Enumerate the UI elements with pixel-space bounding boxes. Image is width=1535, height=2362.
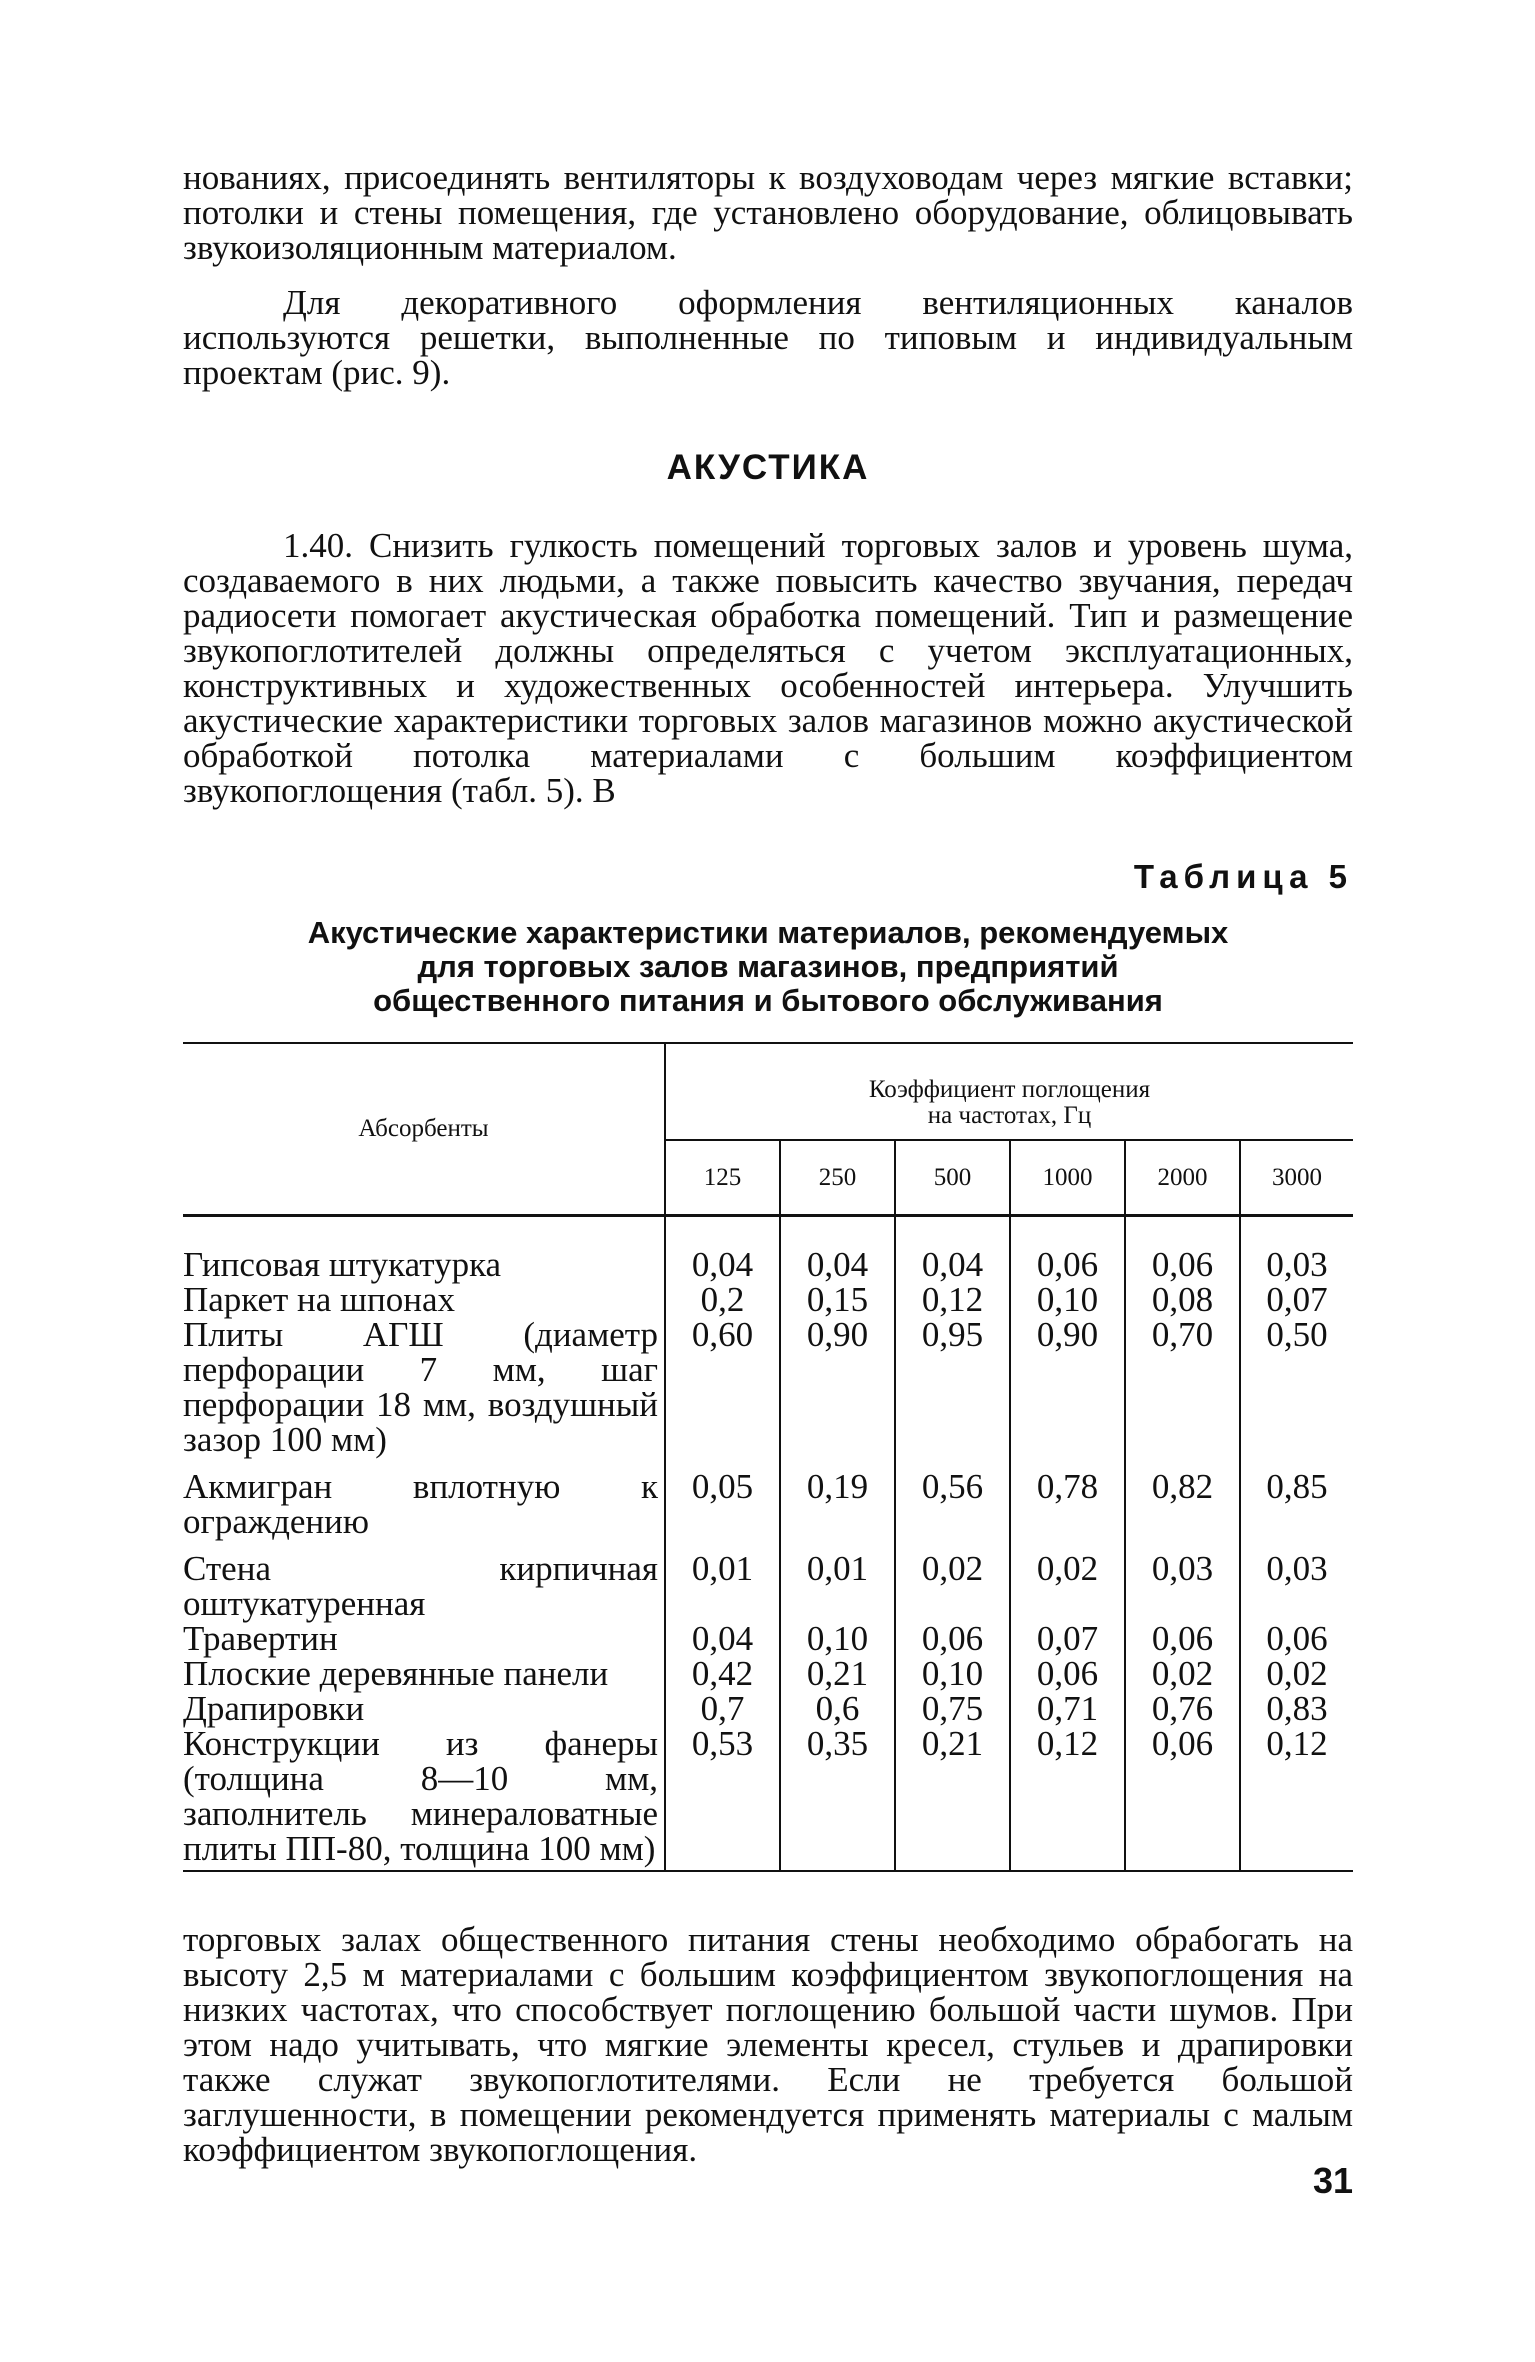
coefficient-value: 0,06 [895, 1621, 1010, 1656]
coefficient-value: 0,21 [895, 1726, 1010, 1871]
coefficient-value: 0,07 [1010, 1621, 1125, 1656]
table-caption-line: Акустические характеристики материалов, рекомендуемых [307, 915, 1229, 950]
coefficient-value: 0,7 [700, 1689, 745, 1728]
frequency-header: 1000 [1010, 1140, 1125, 1215]
coefficient-value: 0,75 [895, 1691, 1010, 1726]
frequency-header: 3000 [1240, 1140, 1353, 1215]
absorbent-name: Гипсовая штукатурка [183, 1247, 665, 1282]
intro-paragraph-1: нованиях, присоединять вентиляторы к воздуховодам через мягкие вставки; потолки и стены помещения, где установлено оборудование, облицовывать звукоизоляционным материалом. [183, 158, 1353, 267]
absorbents-header: Абсорбенты [183, 1043, 665, 1216]
table-caption-line: для торговых залов магазинов, предприятий [417, 949, 1119, 984]
coefficient-value: 0,12 [895, 1282, 1010, 1317]
coefficient-value: 0,04 [895, 1247, 1010, 1282]
coefficient-value: 0,06 [1010, 1656, 1125, 1691]
coefficient-value: 0,35 [780, 1726, 895, 1871]
coefficient-value: 0,03 [1240, 1539, 1353, 1621]
coefficient-value: 0,10 [780, 1621, 895, 1656]
coefficient-value: 0,02 [1010, 1539, 1125, 1621]
table-row [183, 1726, 1353, 1871]
coefficient-value: 0,71 [1010, 1691, 1125, 1726]
coefficient-value: 0,15 [780, 1282, 895, 1317]
section-heading: АКУСТИКА [666, 448, 870, 487]
coefficient-value: 0,02 [1125, 1656, 1240, 1691]
absorbent-name: Плоские деревянные панели [183, 1656, 665, 1691]
table-spacer-row [183, 1216, 1353, 1248]
table-row [183, 1656, 1353, 1691]
coefficient-value: 0,07 [1240, 1282, 1353, 1317]
coefficient-value: 0,06 [1010, 1247, 1125, 1282]
frequency-header: 500 [895, 1140, 1010, 1215]
frequency-header: 2000 [1125, 1140, 1240, 1215]
section-paragraph: 1.40. Снизить гулкость помещений торговых залов и уровень шума, создаваемого в них людьми, а также повысить качество звучания, передач радиосети помогает акустическая обработка помещений. Тип и размещение звукопоглотителей должны определяться с учетом эксплуатационных, конструктивных и художественных особенностей интерьера. Улучшить акустические характеристики торговых залов магазинов можно акустической обработкой потолка материалами с большим коэффициентом звукопоглощения (табл. 5). В [183, 526, 1353, 810]
coefficient-header-line: на частотах, Гц [927, 1102, 1092, 1130]
table-caption-line: общественного питания и бытового обслуживания [373, 983, 1163, 1018]
coefficient-value: 0,06 [1240, 1621, 1353, 1656]
coefficient-value: 0,10 [1010, 1282, 1125, 1317]
coefficient-value: 0,06 [1125, 1621, 1240, 1656]
absorbent-name: Травертин [183, 1621, 665, 1656]
absorbent-name: Акмигран вплотную к ограждению [183, 1457, 665, 1539]
absorbent-name: Конструкции из фанеры (толщина 8—10 мм, заполнитель минераловатные плиты ПП-80, толщина 100 мм) [183, 1726, 665, 1871]
coefficient-value: 0,12 [1010, 1726, 1125, 1871]
absorbent-name: Драпировки [183, 1691, 665, 1726]
coefficient-value: 0,90 [1010, 1317, 1125, 1457]
absorbent-name: Стена кирпичная оштукатуренная [183, 1539, 665, 1621]
coefficient-value: 0,70 [1125, 1317, 1240, 1457]
coefficient-value: 0,76 [1125, 1691, 1240, 1726]
frequency-header: 125 [665, 1140, 780, 1215]
coefficient-value: 0,95 [895, 1317, 1010, 1457]
coefficient-value: 0,90 [780, 1317, 895, 1457]
coefficient-value: 0,60 [691, 1315, 754, 1354]
coefficient-value: 0,78 [1010, 1457, 1125, 1539]
coefficient-value: 0,06 [1125, 1247, 1240, 1282]
coefficient-value: 0,56 [895, 1457, 1010, 1539]
absorbent-name: Паркет на шпонах [183, 1282, 665, 1317]
closing-paragraph: торговых залах общественного питания стены необходимо обрабогать на высоту 2,5 м материалами с большим коэффициентом звукопоглощения на низких частотах, что способствует поглощению большой части шумов. При этом надо учитывать, что мягкие элементы кресел, стульев и драпировки также служат звукопоглотителями. Если не требуется большой заглушенности, в помещении рекомендуется применять материалы с малым коэффициентом звукопоглощения. [183, 1920, 1353, 2169]
coefficient-value: 0,10 [895, 1656, 1010, 1691]
coefficient-value: 0,19 [780, 1457, 895, 1539]
acoustic-table [183, 1042, 1353, 1872]
absorbent-name: Плиты АГШ (диаметр перфорации 7 мм, шаг перфорации 18 мм, воздушный зазор 100 мм) [183, 1317, 665, 1457]
frequency-header: 250 [780, 1140, 895, 1215]
coefficient-value: 0,04 [780, 1247, 895, 1282]
coefficient-value: 0,01 [691, 1549, 754, 1588]
coefficient-value: 0,21 [780, 1656, 895, 1691]
coefficient-value: 0,85 [1240, 1457, 1353, 1539]
coefficient-header [665, 1043, 1353, 1140]
table-row [183, 1621, 1353, 1656]
coefficient-value: 0,82 [1125, 1457, 1240, 1539]
coefficient-value: 0,6 [780, 1691, 895, 1726]
coefficient-value: 0,12 [1240, 1726, 1353, 1871]
coefficient-value: 0,06 [1125, 1726, 1240, 1871]
table-row [183, 1317, 1353, 1457]
table-row [183, 1282, 1353, 1317]
page-number: 31 [1312, 2160, 1353, 2201]
intro-paragraph-2: Для декоративного оформления вентиляционных каналов используются решетки, выполненные по типовым и индивидуальным проектам (рис. 9). [183, 283, 1353, 392]
coefficient-value: 0,2 [700, 1280, 745, 1319]
table-caption [183, 916, 1353, 1018]
coefficient-value: 0,04 [691, 1619, 754, 1658]
coefficient-value: 0,03 [1240, 1247, 1353, 1282]
table-row [183, 1457, 1353, 1539]
coefficient-value: 0,08 [1125, 1282, 1240, 1317]
table-row [183, 1691, 1353, 1726]
coefficient-header-line: Коэффициент поглощения [868, 1076, 1151, 1104]
coefficient-value: 0,03 [1125, 1539, 1240, 1621]
coefficient-value: 0,50 [1240, 1317, 1353, 1457]
coefficient-value: 0,05 [691, 1467, 754, 1506]
coefficient-value: 0,42 [691, 1654, 754, 1693]
table-number: Таблица 5 [1133, 858, 1353, 895]
coefficient-value: 0,53 [665, 1726, 780, 1871]
coefficient-value: 0,04 [691, 1245, 754, 1284]
table-row [183, 1247, 1353, 1282]
coefficient-value: 0,01 [780, 1539, 895, 1621]
table-row [183, 1539, 1353, 1621]
table-header-row [183, 1043, 1353, 1140]
book-page [183, 160, 1353, 2167]
coefficient-value: 0,83 [1240, 1691, 1353, 1726]
coefficient-value: 0,02 [895, 1539, 1010, 1621]
coefficient-value: 0,02 [1240, 1656, 1353, 1691]
